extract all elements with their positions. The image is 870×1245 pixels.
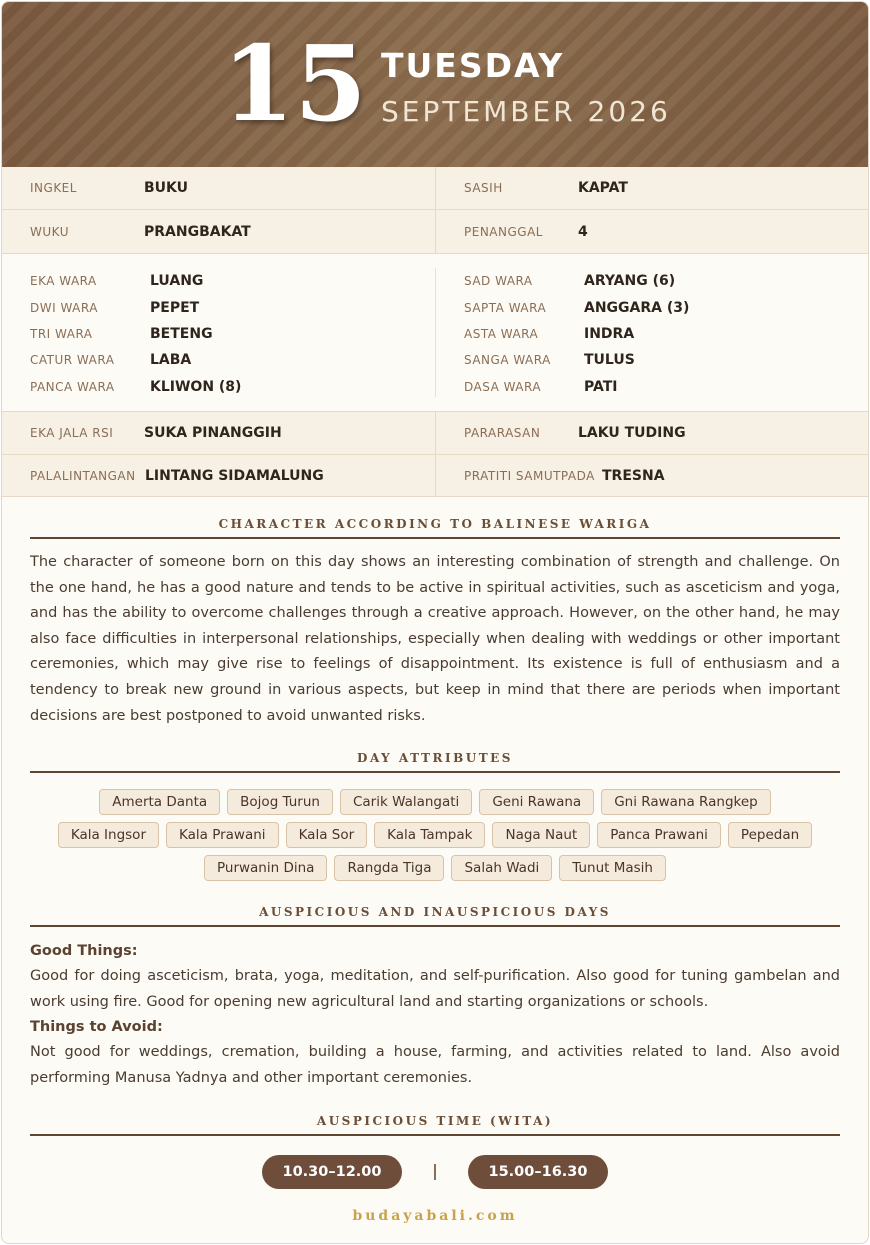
good-things-label: Good Things:	[30, 943, 138, 960]
info-cell	[2, 167, 435, 209]
time-slots	[2, 1155, 868, 1189]
time-slot-badge: 15.00–16.30	[468, 1155, 608, 1189]
info-value: BUKU	[144, 180, 189, 196]
wara-label: DASA WARA	[464, 379, 542, 394]
wara-label: DWI WARA	[30, 300, 98, 315]
character-title: CHARACTER ACCORDING TO BALINESE WARIGA	[30, 517, 840, 539]
attribute-chip: Kala Sor	[286, 822, 368, 848]
wara-label: PANCA WARA	[30, 379, 115, 394]
wara-label: SAPTA WARA	[464, 300, 547, 315]
info-label: WUKU	[30, 224, 69, 239]
info-value: SUKA PINANGGIH	[144, 425, 282, 441]
wara-row	[30, 321, 435, 347]
attribute-chip: Carik Walangati	[340, 789, 472, 815]
wara-value: PATI	[584, 378, 618, 395]
wara-value: LUANG	[150, 273, 204, 290]
wara-row	[464, 374, 868, 400]
info-label: PARARASAN	[464, 426, 541, 440]
info-row-eka-jala-rsi	[2, 412, 868, 455]
day-number: 15	[222, 22, 367, 145]
info-value: KAPAT	[578, 180, 628, 196]
info-row-ingkel	[2, 167, 868, 210]
info-cell	[2, 210, 435, 253]
info-cell	[2, 412, 435, 454]
wara-label: CATUR WARA	[30, 353, 115, 368]
info-value: PRANGBAKAT	[144, 223, 251, 240]
wara-row	[30, 294, 435, 320]
wara-value: INDRA	[584, 325, 635, 342]
wara-label: TRI WARA	[30, 326, 93, 341]
info-cell	[435, 455, 868, 496]
attribute-chips	[52, 789, 818, 881]
info-row-wuku	[2, 210, 868, 254]
things-to-avoid-label: Things to Avoid:	[30, 1019, 163, 1036]
wara-value: LABA	[150, 352, 192, 369]
date-header	[2, 2, 868, 167]
attribute-chip: Rangda Tiga	[334, 855, 444, 881]
attribute-chip: Panca Prawani	[597, 822, 721, 848]
wara-label: SAD WARA	[464, 274, 533, 289]
wara-table	[2, 254, 868, 412]
attribute-chip: Kala Tampak	[374, 822, 485, 848]
attribute-chip: Salah Wadi	[451, 855, 552, 881]
wara-label: EKA WARA	[30, 274, 97, 289]
info-value: LAKU TUDING	[578, 425, 686, 441]
info-label: PALALINTANGAN	[30, 468, 136, 483]
attribute-chip: Purwanin Dina	[204, 855, 327, 881]
character-text: The character of someone born on this day shows an interesting combination of strength and challenge. On the one hand, he has a good nature and tends to be active in spiritual activities, such as asceticism and yoga, and has the ability to overcome challenges through a creative approach. However, on the other hand, he may also face difficulties in interpersonal relationships, especially when dealing with weddings or other important ceremonies, which may give rise to feelings of disappointment. Its existence is full of enthusiasm and a tendency to break new ground in various aspects, but keep in mind that there are periods when important decisions are best postponed to avoid unwanted risks.	[30, 554, 840, 724]
info-cell	[435, 210, 868, 253]
info-value: LINTANG SIDAMALUNG	[145, 467, 324, 484]
wara-value: ARYANG (6)	[584, 273, 676, 290]
wara-value: ANGGARA (3)	[584, 299, 690, 316]
info-value: 4	[578, 223, 588, 240]
info-cell	[435, 167, 868, 209]
attribute-chip: Amerta Danta	[99, 789, 220, 815]
attribute-chip: Kala Prawani	[166, 822, 279, 848]
info-cell	[435, 412, 868, 454]
attribute-chip: Tunut Masih	[559, 855, 666, 881]
info-row-palalintangan	[2, 455, 868, 497]
wara-value: BETENG	[150, 325, 213, 342]
wara-value: TULUS	[584, 352, 635, 369]
time-divider	[434, 1164, 436, 1180]
good-things-text: Good for doing asceticism, brata, yoga, meditation, and self-purification. Also good for tuning gambelan and work using fire. Good for opening new agricultural land and starting organizations or schools.	[30, 968, 840, 1010]
calendar-card	[1, 1, 869, 1244]
wara-row	[30, 347, 435, 373]
info-label: PRATITI SAMUTPADA	[464, 468, 595, 483]
site-footer: budayabali.com	[352, 1207, 518, 1224]
info-label: PENANGGAL	[464, 224, 543, 239]
month-year: SEPTEMBER 2026	[381, 95, 671, 128]
info-value: TRESNA	[602, 467, 665, 484]
wara-value: PEPET	[150, 299, 200, 316]
info-label: SASIH	[464, 181, 503, 195]
time-title: AUSPICIOUS TIME (WITA)	[30, 1114, 840, 1136]
attributes-title: DAY ATTRIBUTES	[30, 751, 840, 773]
attribute-chip: Gni Rawana Rangkep	[601, 789, 771, 815]
time-slot-badge: 10.30–12.00	[262, 1155, 402, 1189]
attribute-chip: Bojog Turun	[227, 789, 333, 815]
wara-row	[30, 374, 435, 400]
wara-row	[464, 294, 868, 320]
wara-row	[464, 321, 868, 347]
wara-row	[30, 268, 435, 294]
wara-label: ASTA WARA	[464, 326, 539, 341]
weekday: TUESDAY	[381, 46, 565, 85]
info-label: EKA JALA RSI	[30, 426, 114, 440]
attribute-chip: Geni Rawana	[479, 789, 594, 815]
attribute-chip: Kala Ingsor	[58, 822, 159, 848]
info-label: INGKEL	[30, 181, 77, 195]
wara-column-right	[435, 268, 868, 397]
wara-row	[464, 268, 868, 294]
wara-row	[464, 347, 868, 373]
wara-value: KLIWON (8)	[150, 378, 242, 395]
things-to-avoid-text: Not good for weddings, cremation, building a house, farming, and activities related to land. Also avoid performing Manusa Yadnya and other important ceremonies.	[30, 1044, 840, 1086]
attribute-chip: Pepedan	[728, 822, 812, 848]
wara-column-left	[2, 268, 435, 397]
wara-label: SANGA WARA	[464, 353, 551, 368]
attribute-chip: Naga Naut	[492, 822, 590, 848]
days-title: AUSPICIOUS AND INAUSPICIOUS DAYS	[30, 905, 840, 927]
info-cell	[2, 455, 435, 496]
